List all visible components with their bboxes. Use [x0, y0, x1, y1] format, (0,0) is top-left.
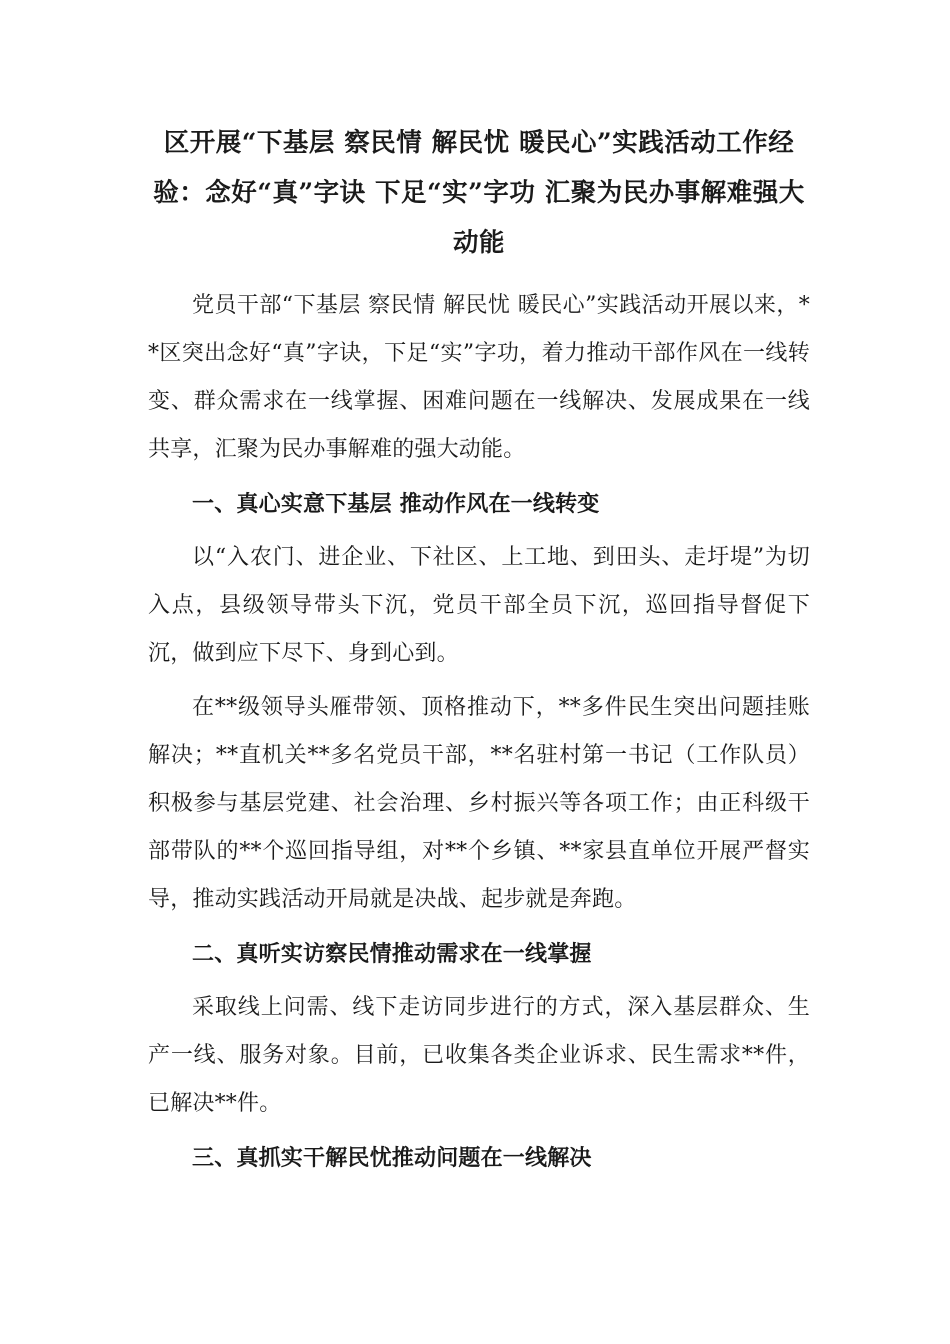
paragraph-1-2: 在**级领导头雁带领、顶格推动下，**多件民生突出问题挂账解决；**直机关**多名党员干部，**名驻村第一书记（工作队员）积极参与基层党建、社会治理、乡村振兴等各项工作；由正科级干部带队的**个巡回指导组，对**个乡镇、**家县直单位开展严督实导，推动实践活动开局就是决战、起步就是奔跑。	[148, 695, 810, 912]
section-heading-3: 三、真抓实干解民忧推动问题在一线解决	[192, 1145, 592, 1171]
page-title: 区开展“下基层 察民情 解民忧 暖民心”实践活动工作经验：念好“真”字诀 下足“实”字功 汇聚为民办事解难强大动能	[153, 128, 805, 258]
paragraph-intro: 党员干部“下基层 察民情 解民忧 暖民心”实践活动开展以来，**区突出念好“真”字诀，下足“实”字功，着力推动干部作风在一线转变、群众需求在一线掌握、困难问题在一线解决、发展成果在一线共享，汇聚为民办事解难的强大动能。	[148, 293, 810, 462]
section-heading-1: 一、真心实意下基层 推动作风在一线转变	[192, 491, 600, 517]
paragraph-1-1: 以“入农门、进企业、下社区、上工地、到田头、走圩堤”为切入点，县级领导带头下沉，党员干部全员下沉，巡回指导督促下沉，做到应下尽下、身到心到。	[148, 545, 810, 666]
section-heading-2: 二、真听实访察民情推动需求在一线掌握	[192, 941, 592, 967]
paragraph-2-1: 采取线上问需、线下走访同步进行的方式，深入基层群众、生产一线、服务对象。目前，已收集各类企业诉求、民生需求**件，已解决**件。	[148, 995, 810, 1116]
